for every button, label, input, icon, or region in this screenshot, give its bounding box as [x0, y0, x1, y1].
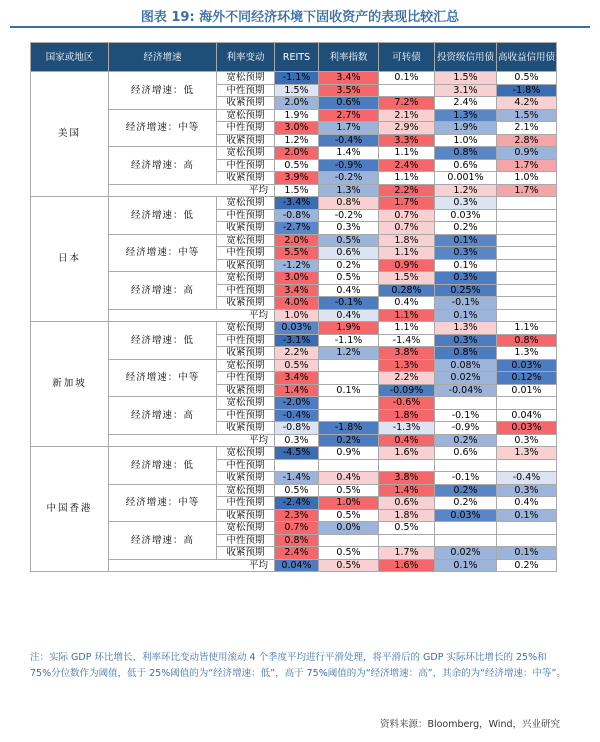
rate-change-cell: 宽松预期 [217, 272, 275, 285]
value-cell: 1.8% [379, 234, 435, 247]
region-cell: 美国 [31, 72, 109, 197]
value-cell: -0.4% [275, 409, 319, 422]
value-cell: 2.1% [497, 122, 557, 135]
rate-change-cell: 中性预期 [217, 209, 275, 222]
value-cell: 0.03% [497, 359, 557, 372]
rate-change-cell: 中性预期 [217, 284, 275, 297]
table-row [31, 234, 557, 247]
growth-cell: 经济增速：高 [109, 522, 217, 560]
value-cell: -1.8% [319, 422, 379, 435]
value-cell: -1.4% [379, 334, 435, 347]
value-cell: -0.2% [319, 172, 379, 185]
rate-change-cell: 收紧预期 [217, 259, 275, 272]
value-cell: 1.9% [435, 122, 497, 135]
growth-cell: 经济增速：中等 [109, 234, 217, 272]
rate-change-cell: 中性预期 [217, 122, 275, 135]
value-cell: 1.7% [497, 159, 557, 172]
value-cell: 0.3% [497, 484, 557, 497]
value-cell: 0.5% [275, 484, 319, 497]
value-cell: 0.6% [379, 497, 435, 510]
value-cell: 3.5% [319, 84, 379, 97]
value-cell: 7.2% [379, 97, 435, 110]
average-label: 平均 [109, 309, 275, 322]
value-cell [497, 522, 557, 535]
value-cell: 1.7% [319, 122, 379, 135]
average-label: 平均 [109, 184, 275, 197]
value-cell: 1.6% [379, 447, 435, 460]
value-cell: 1.9% [275, 109, 319, 122]
growth-cell: 经济增速：低 [109, 72, 217, 110]
value-cell: 3.4% [319, 72, 379, 85]
average-value-cell: 0.2% [435, 434, 497, 447]
value-cell: 4.2% [497, 97, 557, 110]
value-cell: -1.2% [275, 259, 319, 272]
growth-cell: 经济增速：高 [109, 272, 217, 310]
average-row [31, 559, 557, 572]
rate-change-cell: 收紧预期 [217, 472, 275, 485]
average-value-cell: 0.2% [497, 559, 557, 572]
table-row [31, 522, 557, 535]
value-cell: 1.4% [275, 384, 319, 397]
value-cell [497, 272, 557, 285]
average-row [31, 434, 557, 447]
value-cell [497, 234, 557, 247]
value-cell: 0.4% [319, 284, 379, 297]
growth-cell: 经济增速：低 [109, 197, 217, 235]
table-row [31, 109, 557, 122]
value-cell: -0.09% [379, 384, 435, 397]
value-cell: 0.12% [497, 372, 557, 385]
value-cell: 1.8% [379, 409, 435, 422]
value-cell: 0.1% [435, 259, 497, 272]
value-cell: 0.4% [497, 497, 557, 510]
value-cell: 0.9% [379, 259, 435, 272]
value-cell: 0.6% [319, 247, 379, 260]
value-cell [497, 259, 557, 272]
value-cell: 0.28% [379, 284, 435, 297]
value-cell: 1.2% [319, 347, 379, 360]
value-cell: -0.4% [497, 472, 557, 485]
value-cell: 0.3% [435, 334, 497, 347]
value-cell: 0.04% [497, 409, 557, 422]
average-value-cell: 0.2% [319, 434, 379, 447]
table-row [31, 72, 557, 85]
value-cell: 3.1% [435, 84, 497, 97]
table-row [31, 272, 557, 285]
value-cell: -0.6% [379, 397, 435, 410]
average-value-cell: 1.2% [435, 184, 497, 197]
value-cell: 1.0% [319, 497, 379, 510]
value-cell: 3.9% [275, 172, 319, 185]
value-cell: 1.2% [275, 134, 319, 147]
value-cell [379, 84, 435, 97]
table-row [31, 147, 557, 160]
value-cell: 1.1% [379, 147, 435, 160]
value-cell: -0.1% [435, 472, 497, 485]
header-investment-grade: 投资级信用债 [435, 43, 497, 72]
value-cell: 0.5% [319, 484, 379, 497]
value-cell: 1.5% [379, 272, 435, 285]
value-cell [497, 397, 557, 410]
value-cell [497, 534, 557, 547]
value-cell: 1.3% [435, 109, 497, 122]
header-reits: REITS [275, 43, 319, 72]
value-cell: -4.5% [275, 447, 319, 460]
growth-cell: 经济增速：低 [109, 322, 217, 360]
value-cell: 0.0% [319, 522, 379, 535]
value-cell: 0.1% [319, 384, 379, 397]
value-cell: 0.6% [435, 159, 497, 172]
value-cell: -0.9% [319, 159, 379, 172]
value-cell: 0.5% [319, 547, 379, 560]
average-value-cell: 1.1% [379, 309, 435, 322]
value-cell: 0.5% [497, 72, 557, 85]
header-growth: 经济增速 [109, 43, 217, 72]
value-cell: 0.03% [435, 509, 497, 522]
value-cell: -0.8% [275, 209, 319, 222]
value-cell: 1.1% [379, 172, 435, 185]
value-cell [379, 534, 435, 547]
value-cell: 0.8% [435, 347, 497, 360]
value-cell: 2.4% [435, 97, 497, 110]
value-cell [497, 459, 557, 472]
title-divider [10, 26, 590, 28]
value-cell: 0.7% [275, 522, 319, 535]
value-cell: 0.2% [435, 497, 497, 510]
value-cell [319, 534, 379, 547]
average-value-cell: 0.4% [319, 309, 379, 322]
growth-cell: 经济增速：中等 [109, 359, 217, 397]
value-cell: 0.6% [435, 447, 497, 460]
value-cell: 0.02% [435, 372, 497, 385]
value-cell: 0.5% [379, 522, 435, 535]
rate-change-cell: 收紧预期 [217, 347, 275, 360]
average-value-cell: 0.3% [497, 434, 557, 447]
rate-change-cell: 宽松预期 [217, 397, 275, 410]
value-cell: 2.4% [275, 547, 319, 560]
average-value-cell: 2.2% [379, 184, 435, 197]
value-cell: 1.1% [379, 247, 435, 260]
value-cell: 2.0% [275, 234, 319, 247]
rate-change-cell: 宽松预期 [217, 322, 275, 335]
value-cell: 0.01% [497, 384, 557, 397]
rate-change-cell: 收紧预期 [217, 509, 275, 522]
average-label: 平均 [109, 559, 275, 572]
value-cell: 2.1% [379, 109, 435, 122]
average-value-cell: 0.1% [435, 559, 497, 572]
value-cell: 0.03% [497, 422, 557, 435]
average-value-cell: 1.7% [497, 184, 557, 197]
value-cell [319, 397, 379, 410]
header-row [31, 43, 557, 72]
rate-change-cell: 收紧预期 [217, 547, 275, 560]
value-cell [497, 209, 557, 222]
value-cell: 3.4% [275, 372, 319, 385]
value-cell: -1.4% [275, 472, 319, 485]
summary-table [30, 42, 557, 572]
value-cell: 0.1% [497, 509, 557, 522]
value-cell: 1.1% [497, 322, 557, 335]
rate-change-cell: 宽松预期 [217, 447, 275, 460]
value-cell: 1.1% [379, 322, 435, 335]
value-cell: 0.5% [275, 159, 319, 172]
value-cell: 1.5% [275, 84, 319, 97]
rate-change-cell: 收紧预期 [217, 384, 275, 397]
rate-change-cell: 中性预期 [217, 534, 275, 547]
value-cell: 0.3% [319, 222, 379, 235]
value-cell: 1.4% [379, 484, 435, 497]
average-value-cell: 1.3% [319, 184, 379, 197]
value-cell [379, 459, 435, 472]
rate-change-cell: 宽松预期 [217, 147, 275, 160]
rate-change-cell: 中性预期 [217, 247, 275, 260]
value-cell: 0.8% [319, 197, 379, 210]
header-rate-index: 利率指数 [319, 43, 379, 72]
growth-cell: 经济增速：中等 [109, 484, 217, 522]
table-row [31, 359, 557, 372]
value-cell: 0.4% [379, 297, 435, 310]
value-cell: 3.0% [275, 122, 319, 135]
value-cell: 1.4% [319, 147, 379, 160]
average-row [31, 309, 557, 322]
value-cell: -1.3% [379, 422, 435, 435]
average-row [31, 184, 557, 197]
rate-change-cell: 宽松预期 [217, 72, 275, 85]
value-cell: -1.8% [497, 84, 557, 97]
value-cell: 0.08% [435, 359, 497, 372]
value-cell [497, 297, 557, 310]
value-cell: 5.5% [275, 247, 319, 260]
value-cell: 0.5% [319, 234, 379, 247]
header-region: 国家或地区 [31, 43, 109, 72]
value-cell: -2.4% [275, 497, 319, 510]
value-cell: -0.1% [319, 297, 379, 310]
header-high-yield: 高收益信用债 [497, 43, 557, 72]
average-value-cell: 0.3% [275, 434, 319, 447]
rate-change-cell: 收紧预期 [217, 222, 275, 235]
growth-cell: 经济增速：高 [109, 147, 217, 185]
growth-cell: 经济增速：低 [109, 447, 217, 485]
value-cell [497, 197, 557, 210]
value-cell: -0.4% [319, 134, 379, 147]
figure-title: 图表 19: 海外不同经济环境下固收资产的表现比较汇总 [140, 10, 460, 25]
region-cell: 新加坡 [31, 322, 109, 447]
value-cell [275, 459, 319, 472]
value-cell: 0.8% [497, 334, 557, 347]
rate-change-cell: 中性预期 [217, 409, 275, 422]
value-cell: 0.5% [319, 272, 379, 285]
value-cell: 3.8% [379, 347, 435, 360]
value-cell: 0.3% [435, 272, 497, 285]
value-cell [319, 359, 379, 372]
value-cell: 0.3% [435, 197, 497, 210]
value-cell: 1.3% [379, 359, 435, 372]
value-cell: -1.1% [275, 72, 319, 85]
value-cell: 3.8% [379, 472, 435, 485]
rate-change-cell: 收紧预期 [217, 172, 275, 185]
table-row [31, 484, 557, 497]
rate-change-cell: 宽松预期 [217, 522, 275, 535]
value-cell: 0.02% [435, 547, 497, 560]
value-cell [435, 522, 497, 535]
rate-change-cell: 宽松预期 [217, 359, 275, 372]
table-row [31, 447, 557, 460]
value-cell: -0.9% [435, 422, 497, 435]
region-cell: 中国香港 [31, 447, 109, 572]
value-cell: 0.5% [275, 359, 319, 372]
value-cell: 1.0% [435, 134, 497, 147]
value-cell: -0.2% [319, 209, 379, 222]
source-note: 资料来源：Bloomberg，Wind，兴业研究 [379, 719, 560, 730]
value-cell [319, 372, 379, 385]
value-cell: 3.0% [275, 272, 319, 285]
value-cell: 0.2% [435, 222, 497, 235]
value-cell [319, 409, 379, 422]
value-cell: 0.4% [319, 472, 379, 485]
value-cell: 0.25% [435, 284, 497, 297]
value-cell [319, 459, 379, 472]
value-cell: -2.7% [275, 222, 319, 235]
rate-change-cell: 中性预期 [217, 334, 275, 347]
value-cell: 0.9% [319, 447, 379, 460]
value-cell: -1.1% [319, 334, 379, 347]
value-cell: 1.3% [497, 447, 557, 460]
value-cell: 1.3% [497, 347, 557, 360]
value-cell: 3.4% [275, 284, 319, 297]
growth-cell: 经济增速：中等 [109, 109, 217, 147]
value-cell: 1.7% [379, 547, 435, 560]
value-cell: 0.03% [435, 209, 497, 222]
value-cell: 2.4% [379, 159, 435, 172]
value-cell: 0.1% [497, 547, 557, 560]
rate-change-cell: 中性预期 [217, 159, 275, 172]
value-cell: 1.0% [497, 172, 557, 185]
rate-change-cell: 中性预期 [217, 497, 275, 510]
value-cell: 0.9% [497, 147, 557, 160]
value-cell: 2.7% [319, 109, 379, 122]
value-cell [497, 222, 557, 235]
value-cell: 0.2% [435, 484, 497, 497]
average-value-cell: 1.6% [379, 559, 435, 572]
value-cell [435, 459, 497, 472]
value-cell: 0.7% [379, 222, 435, 235]
average-value-cell: 0.1% [435, 309, 497, 322]
value-cell: -2.0% [275, 397, 319, 410]
table-row [31, 197, 557, 210]
rate-change-cell: 中性预期 [217, 372, 275, 385]
rate-change-cell: 宽松预期 [217, 109, 275, 122]
value-cell [497, 284, 557, 297]
table-row [31, 397, 557, 410]
average-value-cell: 1.5% [275, 184, 319, 197]
value-cell: 1.8% [379, 509, 435, 522]
value-cell: -0.1% [435, 297, 497, 310]
value-cell: 0.2% [319, 259, 379, 272]
value-cell: 0.3% [435, 247, 497, 260]
average-label: 平均 [109, 434, 275, 447]
header-convertible: 可转债 [379, 43, 435, 72]
average-value-cell: 0.5% [319, 559, 379, 572]
value-cell: 0.8% [275, 534, 319, 547]
value-cell: 2.2% [275, 347, 319, 360]
value-cell: -3.1% [275, 334, 319, 347]
rate-change-cell: 宽松预期 [217, 484, 275, 497]
value-cell: 0.1% [435, 234, 497, 247]
rate-change-cell: 收紧预期 [217, 297, 275, 310]
rate-change-cell: 宽松预期 [217, 197, 275, 210]
value-cell: 0.7% [379, 209, 435, 222]
average-value-cell: 0.04% [275, 559, 319, 572]
header-rate-change: 利率变动 [217, 43, 275, 72]
value-cell: 2.0% [275, 97, 319, 110]
value-cell [435, 397, 497, 410]
value-cell: -3.4% [275, 197, 319, 210]
value-cell: 2.2% [379, 372, 435, 385]
rate-change-cell: 收紧预期 [217, 422, 275, 435]
growth-cell: 经济增速：高 [109, 397, 217, 435]
value-cell [435, 534, 497, 547]
rate-change-cell: 中性预期 [217, 459, 275, 472]
value-cell: 2.3% [275, 509, 319, 522]
value-cell: 0.001% [435, 172, 497, 185]
value-cell: 1.3% [435, 322, 497, 335]
footnote: 注：实际 GDP 环比增长、利率环比变动皆使用滚动 4 个季度平均进行平滑处理，将平滑后的 GDP 实际环比增长的 25%和 75%分位数作为阈值，低于 25%阈值的为“经济增速：低”，高于 75%阈值的为“经济增速：高”，其余的为“经济增速：中等”。 [30, 652, 566, 679]
average-value-cell: 0.4% [379, 434, 435, 447]
value-cell: -0.04% [435, 384, 497, 397]
rate-change-cell: 收紧预期 [217, 97, 275, 110]
value-cell: 4.0% [275, 297, 319, 310]
value-cell: 0.03% [275, 322, 319, 335]
region-cell: 日本 [31, 197, 109, 322]
value-cell: 0.8% [435, 147, 497, 160]
value-cell: -0.8% [275, 422, 319, 435]
value-cell: 0.5% [319, 509, 379, 522]
value-cell: 1.5% [435, 72, 497, 85]
value-cell: 1.7% [379, 197, 435, 210]
rate-change-cell: 中性预期 [217, 84, 275, 97]
value-cell: 2.0% [275, 147, 319, 160]
value-cell: 2.8% [497, 134, 557, 147]
average-value-cell: 1.0% [275, 309, 319, 322]
average-value-cell [497, 309, 557, 322]
value-cell: -0.1% [435, 409, 497, 422]
value-cell: 3.3% [379, 134, 435, 147]
value-cell: 2.9% [379, 122, 435, 135]
value-cell: 1.9% [319, 322, 379, 335]
value-cell [497, 247, 557, 260]
value-cell: 1.5% [497, 109, 557, 122]
rate-change-cell: 收紧预期 [217, 134, 275, 147]
table-row [31, 322, 557, 335]
rate-change-cell: 宽松预期 [217, 234, 275, 247]
value-cell: 0.6% [319, 97, 379, 110]
value-cell: 0.1% [379, 72, 435, 85]
